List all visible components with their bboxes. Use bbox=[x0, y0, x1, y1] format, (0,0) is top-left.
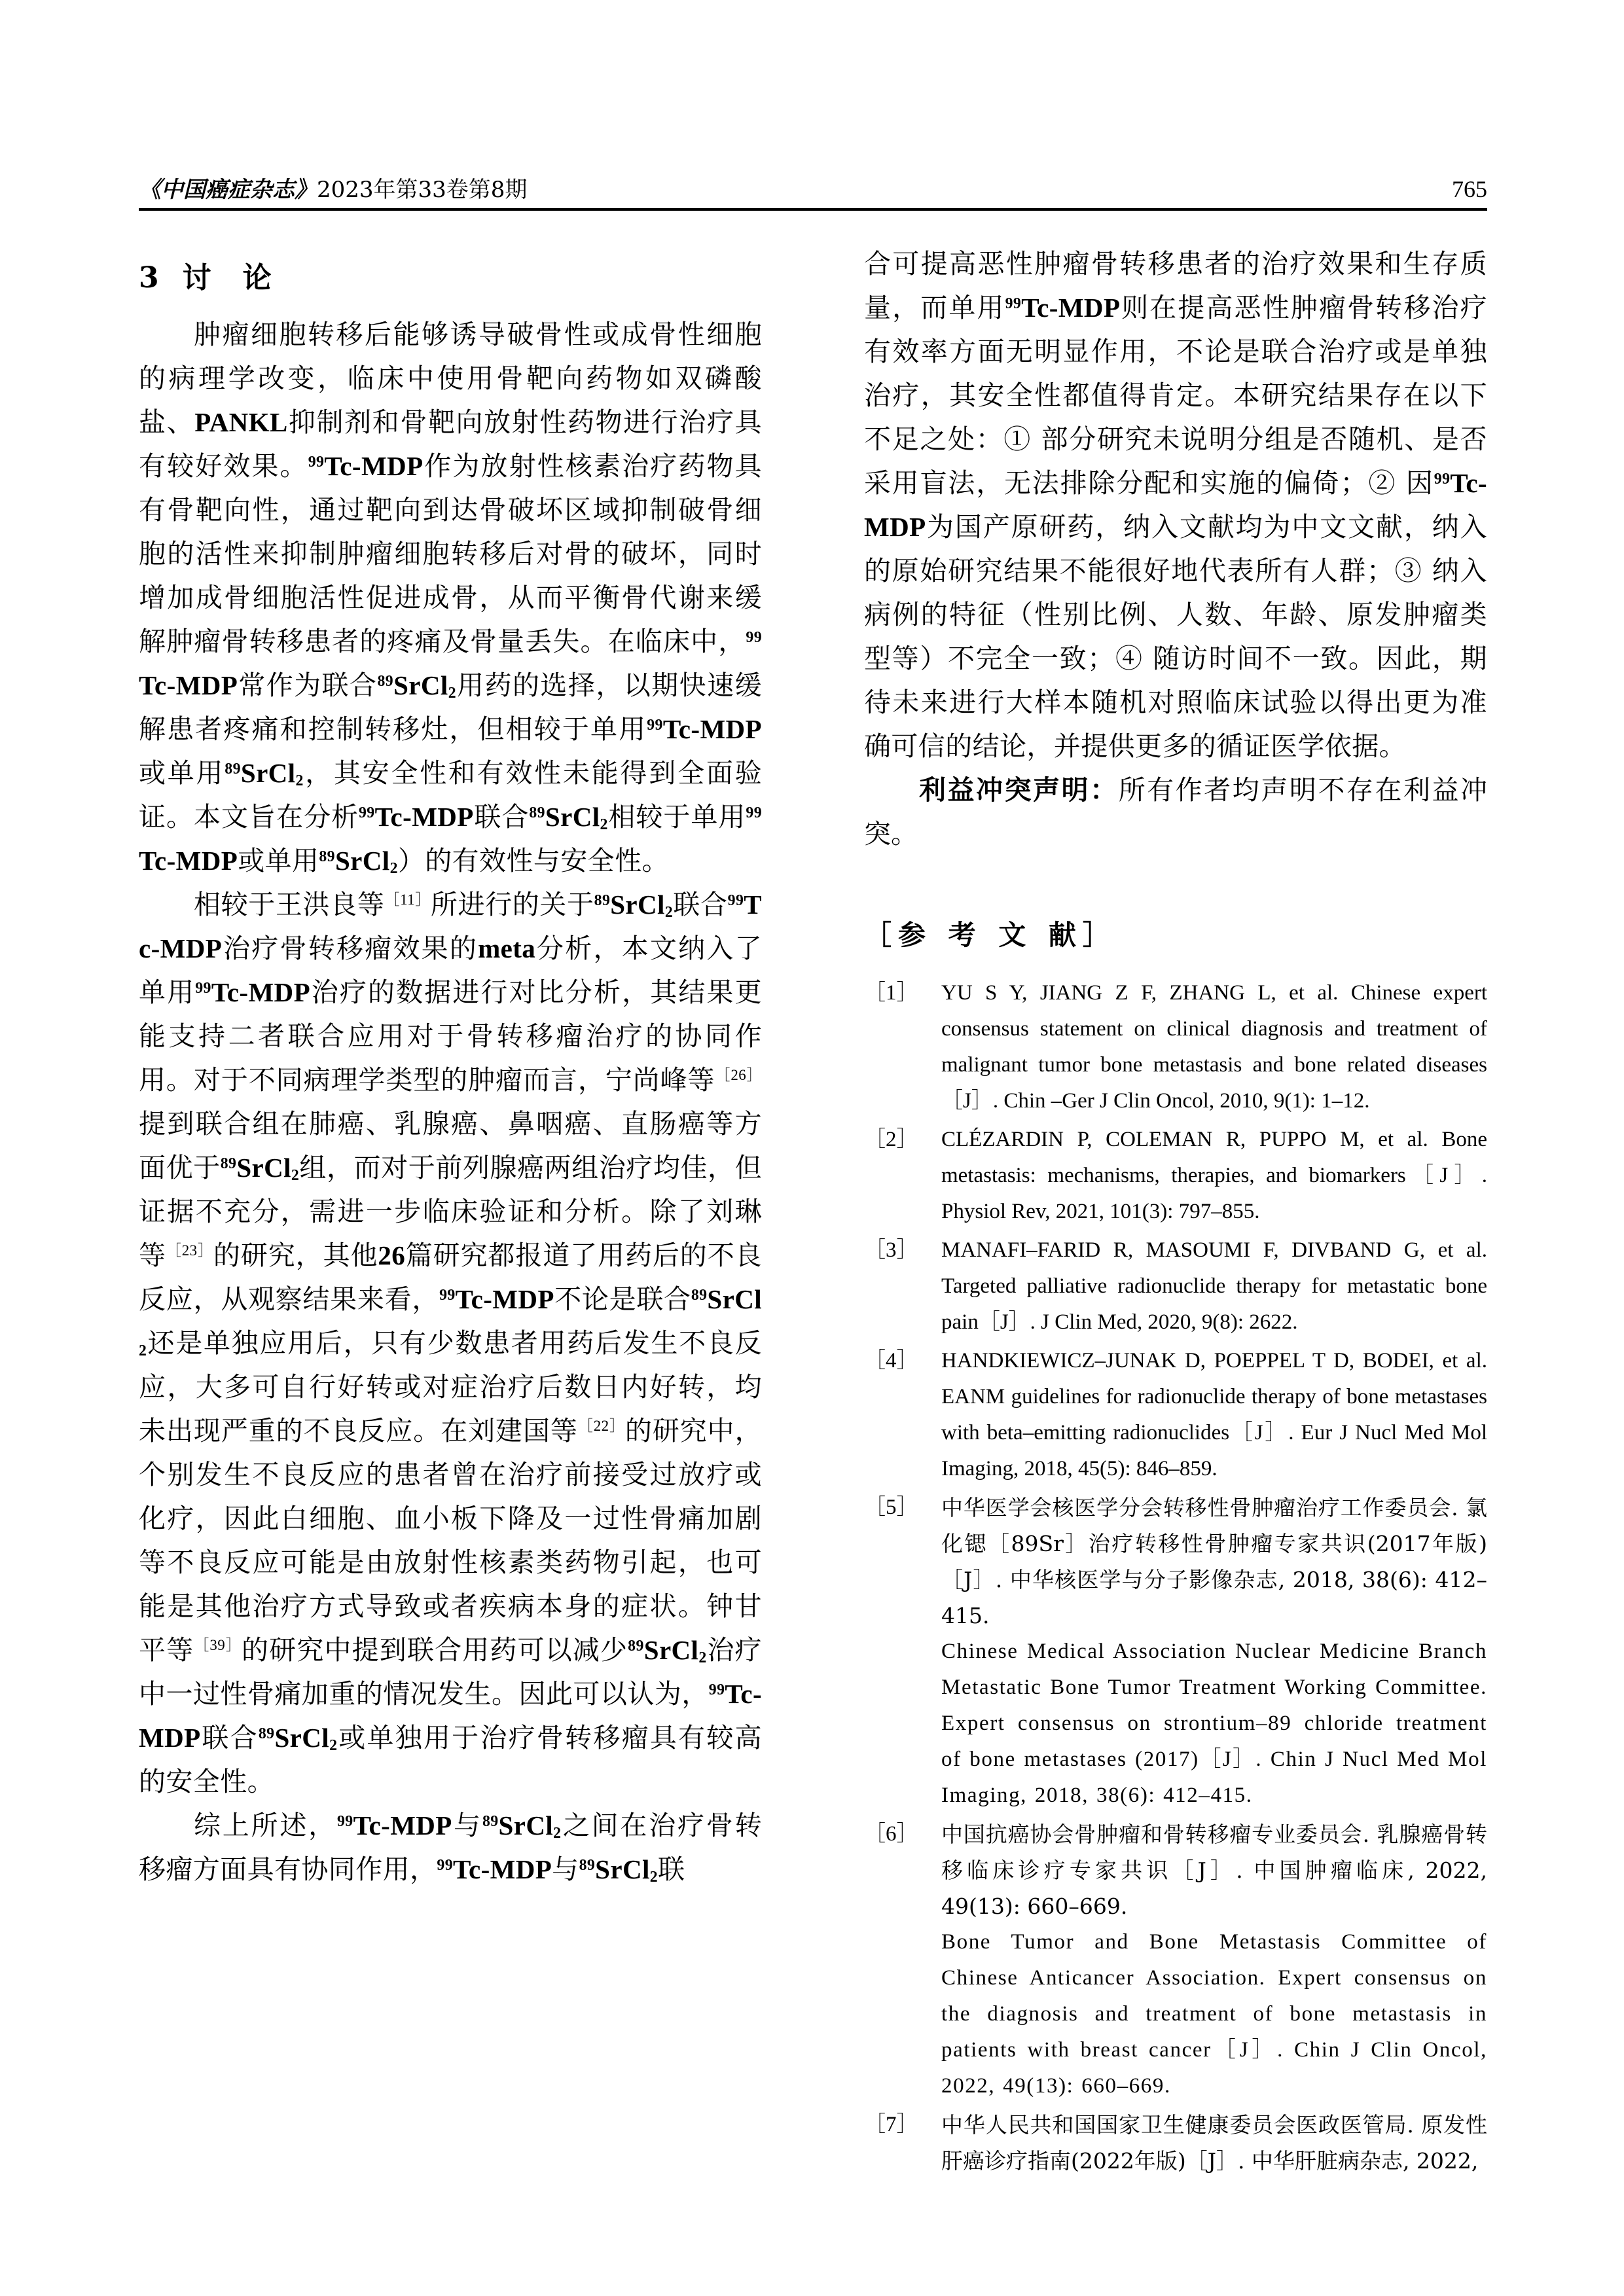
reference-text bbox=[941, 1816, 1487, 2104]
reference-item bbox=[864, 1816, 1487, 2104]
section-title-char-2: 论 bbox=[242, 261, 273, 295]
running-head bbox=[139, 171, 1487, 204]
reference-number: ［2］ bbox=[864, 1128, 918, 1151]
section-title-char-1: 讨 bbox=[182, 261, 213, 295]
reference-line: CLÉZARDIN P, COLEMAN R, PUPPO M, et al. Bone metastasis: mechanisms, therapies, and biomarkers［J］. Physiol Rev, 2021, 101(3): 797–855. bbox=[941, 1128, 1487, 1223]
reference-text bbox=[941, 1232, 1487, 1340]
paragraph-discussion-2: 相较于王洪良等$^{[11]}$所进行的关于$^{89}$SrCl$_2$联合$^{99}$Tc-MDP治疗骨转移瘤效果的meta分析，本文纳入了单用$^{99}$Tc-MDP治疗的数据进行对比分析，其结果更能支持二者联合应用对于骨转移瘤治疗的协同作用。对于不同病理学类型的肿瘤而言，宁尚峰等$^{[26]}$提到联合组在肺癌、乳腺癌、鼻咽癌、直肠癌等方面优于$^{89}$SrCl$_2$组，而对于前列腺癌两组治疗均佳，但证据不充分，需进一步临床验证和分析。除了刘琳等$^{[23]}$的研究，其他26篇研究都报道了用药后的不良反应，从观察结果来看，$^{99}$Tc-MDP不论是联合$^{89}$SrCl$_2$还是单独应用后，只有少数患者用药后发生不良反应，大多可自行好转或对症治疗后数日内好转，均未出现严重的不良反应。在刘建国等$^{[22]}$的研究中，个别发生不良反应的患者曾在治疗前接受过放疗或化疗，因此白细胞、血小板下降及一过性骨痛加剧等不良反应可能是由放射性核素类药物引起，也可能是其他治疗方式导致或者疾病本身的症状。钟甘平等$^{[39]}$的研究中提到联合用药可以减少$^{89}$SrCl$_2$治疗中一过性骨痛加重的情况发生。因此可以认为，$^{99}$Tc-MDP联合$^{89}$SrCl$_2$或单独用于治疗骨转移瘤具有较高的安全性。 bbox=[139, 889, 763, 1797]
reference-line: 中国抗癌协会骨肿瘤和骨转移瘤专业委员会. 乳腺癌骨转移临床诊疗专家共识［J］. 中国肿瘤临床, 2022, 49(13): 660–669. bbox=[941, 1821, 1487, 1919]
paragraph-discussion-3-continued: 合可提高恶性肿瘤骨转移患者的治疗效果和生存质量，而单用$^{99}$Tc-MDP则在提高恶性肿瘤骨转移治疗有效率方面无明显作用，不论是联合治疗或是单独治疗，其安全性都值得肯定。本研究结果存在以下不足之处：① 部分研究未说明分组是否随机、是否采用盲法，无法排除分配和实施的偏倚；② 因$^{99}$Tc-MDP为国产原研药，纳入文献均为中文文献，纳入的原始研究结果不能很好地代表所有人群；③ 纳入病例的特征（性别比例、人数、年龄、原发肿瘤类型等）不完全一致；④ 随访时间不一致。因此，期待未来进行大样本随机对照临床试验以得出更为准确可信的结论，并提供更多的循证医学依据。 bbox=[864, 248, 1488, 762]
reference-number: ［1］ bbox=[864, 981, 918, 1005]
reference-line: 中华医学会核医学分会转移性骨肿瘤治疗工作委员会. 氯化锶［89Sr］治疗转移性骨肿瘤专家共识(2017年版)［J］. 中华核医学与分子影像杂志, 2018, 38(6): 412–415. bbox=[941, 1495, 1487, 1628]
reference-item bbox=[864, 1343, 1487, 1487]
header-rule bbox=[139, 208, 1487, 211]
section-heading-discussion bbox=[139, 254, 762, 296]
journal-title: 《中国癌症杂志》 bbox=[139, 177, 317, 203]
reference-line-translation: Chinese Medical Association Nuclear Medicine Branch Metastatic Bone Tumor Treatment Working Committee. Expert consensus on strontium–89 chloride treatment of bone metastases (2017)［J］. Chin J Nucl Med Mol Imaging, 2018, 38(6): 412–415. bbox=[941, 1640, 1487, 1807]
reference-number: ［7］ bbox=[864, 2113, 918, 2136]
reference-line: HANDKIEWICZ–JUNAK D, POEPPEL T D, BODEI, et al. EANM guidelines for radionuclide therapy of bone metastases with beta–emitting radionuclides［J］. Eur J Nucl Med Mol Imaging, 2018, 45(5): 846–859. bbox=[941, 1349, 1487, 1480]
reference-item bbox=[864, 1490, 1487, 1814]
reference-text bbox=[941, 1122, 1487, 1230]
references-heading: ［参 考 文 献］ bbox=[864, 919, 1117, 951]
reference-text bbox=[941, 1490, 1487, 1814]
journal-reference bbox=[139, 171, 527, 204]
right-column bbox=[864, 242, 1487, 2181]
reference-text bbox=[941, 975, 1487, 1119]
reference-number: ［6］ bbox=[864, 1822, 918, 1846]
reference-item bbox=[864, 1122, 1487, 1230]
reference-item bbox=[864, 2107, 1487, 2179]
reference-number: ［5］ bbox=[864, 1496, 918, 1519]
issue-line: 2023年第33卷第8期 bbox=[317, 177, 528, 203]
reference-text bbox=[941, 1343, 1487, 1487]
reference-number: ［4］ bbox=[864, 1349, 918, 1372]
body-columns bbox=[139, 242, 1487, 2206]
reference-text bbox=[941, 2107, 1487, 2179]
reference-line: 中华人民共和国国家卫生健康委员会医政医管局. 原发性肝癌诊疗指南(2022年版)［J］. 中华肝脏病杂志, 2022, bbox=[941, 2112, 1487, 2174]
reference-number: ［3］ bbox=[864, 1238, 918, 1262]
page-number: 765 bbox=[1452, 176, 1487, 202]
reference-line: MANAFI–FARID R, MASOUMI F, DIVBAND G, et al. Targeted palliative radionuclide therapy for metastatic bone pain［J］. J Clin Med, 2020, 9(8): 2622. bbox=[941, 1238, 1487, 1334]
reference-item bbox=[864, 975, 1487, 1119]
conflict-of-interest-statement bbox=[864, 768, 1487, 856]
reference-item bbox=[864, 1232, 1487, 1340]
conflict-of-interest-label: 利益冲突声明： bbox=[919, 774, 1119, 806]
section-number: 3 bbox=[139, 261, 160, 295]
paragraph-discussion-1: 肿瘤细胞转移后能够诱导破骨性或成骨性细胞的病理学改变，临床中使用骨靶向药物如双磷酸盐、PANKL抑制剂和骨靶向放射性药物进行治疗具有较好效果。$^{99}$Tc-MDP作为放射性核素治疗药物具有骨靶向性，通过靶向到达骨破坏区域抑制破骨细胞的活性来抑制肿瘤细胞转移后对骨的破坏，同时增加成骨细胞活性促进成骨，从而平衡骨代谢来缓解肿瘤骨转移患者的疼痛及骨量丢失。在临床中，$^{99}$Tc-MDP常作为联合$^{89}$SrCl$_2$用药的选择，以期快速缓解患者疼痛和控制转移灶，但相较于单用$^{99}$Tc-MDP或单用$^{89}$SrCl$_2$，其安全性和有效性未能得到全面验证。本文旨在分析$^{99}$Tc-MDP联合$^{89}$SrCl$_2$相较于单用$^{99}$Tc-MDP或单用$^{89}$SrCl$_2$）的有效性与安全性。 bbox=[139, 319, 762, 878]
conflict-of-interest-text: 所有作者均声明不存在利益冲突。 bbox=[864, 774, 1488, 850]
reference-line-translation: Bone Tumor and Bone Metastasis Committee of Chinese Anticancer Association. Expert consensus on the diagnosis and treatment of bone metastasis in patients with breast cancer［J］. Chin J Clin Oncol, 2022, 49(13): 660–669. bbox=[941, 1930, 1487, 2098]
reference-line: YU S Y, JIANG Z F, ZHANG L, et al. Chinese expert consensus statement on clinical diagnosis and treatment of malignant tumor bone metastasis and bone related diseases［J］. Chin –Ger J Clin Oncol, 2010, 9(1): 1–12. bbox=[941, 981, 1487, 1113]
left-column bbox=[139, 242, 762, 1892]
references-list bbox=[864, 975, 1487, 2179]
paragraph-discussion-3: 综上所述，$^{99}$Tc-MDP与$^{89}$SrCl$_2$之间在治疗骨转移瘤方面具有协同作用，$^{99}$Tc-MDP与$^{89}$SrCl$_2$联 bbox=[139, 1810, 763, 1886]
